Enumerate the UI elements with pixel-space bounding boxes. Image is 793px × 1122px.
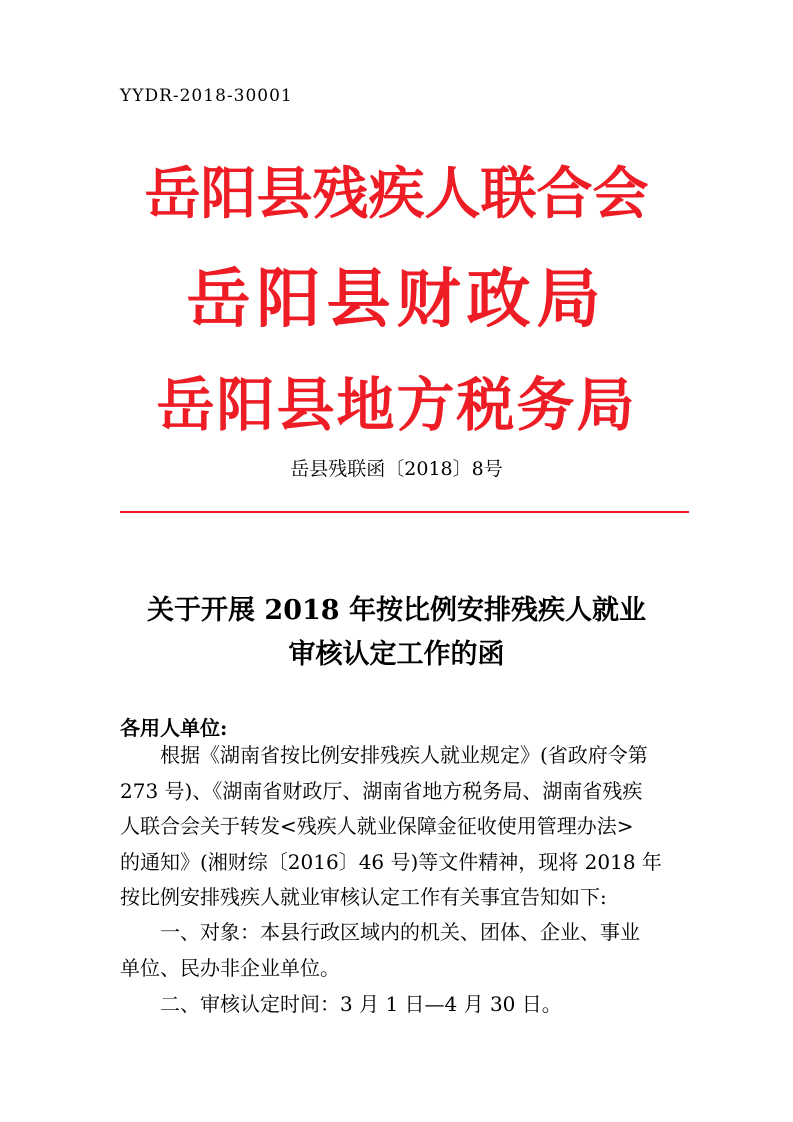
item-1-paragraph bbox=[120, 915, 690, 986]
document-title-line-1: 关于开展 2018 年按比例安排残疾人就业 bbox=[147, 595, 646, 626]
item-2-line: 二、审核认定时间：3 月 1 日—4 月 30 日。 bbox=[160, 992, 562, 1016]
document-code: YYDR-2018-30001 bbox=[120, 86, 293, 106]
intro-line: 按比例安排残疾人就业审核认定工作有关事宜告知如下: bbox=[120, 885, 607, 910]
intro-line: 根据《湖南省按比例安排残疾人就业规定》(省政府令第 bbox=[160, 743, 648, 767]
salutation: 各用人单位: bbox=[120, 716, 228, 740]
issuer-local-tax-bureau: 岳阳县地方税务局 bbox=[156, 371, 637, 439]
item-2-paragraph bbox=[120, 987, 690, 1023]
item-1-line: 一、对象：本县行政区域内的机关、团体、企业、事业 bbox=[160, 920, 640, 944]
document-number: 岳县残联函〔2018〕8号 bbox=[290, 458, 503, 480]
issuer-disabled-persons-federation: 岳阳县残疾人联合会 bbox=[144, 162, 649, 227]
intro-line: 的通知》(湘财综〔2016〕46 号)等文件精神，现将 2018 年 bbox=[120, 849, 662, 874]
item-1-line: 单位、民办非企业单位。 bbox=[120, 955, 340, 980]
intro-line: 人联合会关于转发<残疾人就业保障金征收使用管理办法> bbox=[120, 814, 634, 839]
issuer-finance-bureau: 岳阳县财政局 bbox=[186, 263, 607, 337]
intro-paragraph bbox=[120, 738, 690, 916]
intro-line: 273 号)、《湖南省财政厅、湖南省地方税务局、湖南省残疾 bbox=[120, 778, 643, 803]
document-title-line-2: 审核认定工作的函 bbox=[288, 639, 505, 670]
red-divider bbox=[120, 511, 689, 513]
